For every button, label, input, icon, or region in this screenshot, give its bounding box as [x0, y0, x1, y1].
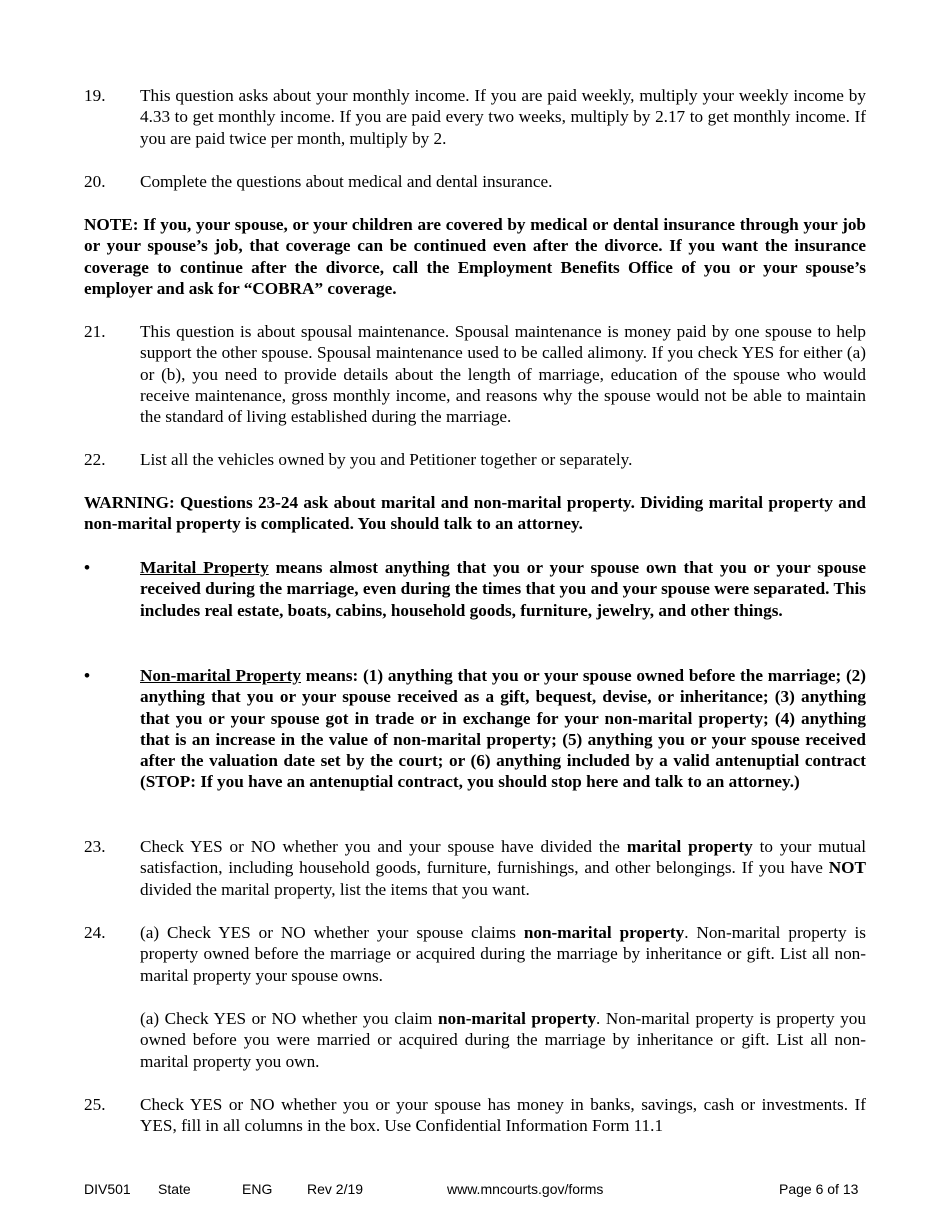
item-24-own-claim-text: (a) Check YES or NO whether you claim non-marital property. Non-marital property is property you owned before you were married or acquired during the marriage by inheritance or gift. List all non-marital property you own. [140, 1009, 866, 1071]
non-marital-property-emphasis: non-marital property [438, 1009, 597, 1028]
bullet-marker: • [84, 558, 91, 577]
footer-language: ENG [242, 1181, 273, 1197]
property-warning: WARNING: Questions 23-24 ask about marital and non-marital property. Dividing marital property and non-marital property is complicated. You should talk to an attorney. [84, 493, 866, 534]
item-19-number: 19. [84, 86, 106, 105]
marital-property-definition [140, 557, 866, 621]
not-emphasis: NOT [828, 858, 866, 878]
footer-form-id: DIV501 [84, 1181, 131, 1197]
marital-property-emphasis: marital property [626, 837, 753, 856]
item-25-text: Check YES or NO whether you or your spouse has money in banks, savings, cash or investments. If YES, fill in all columns in the box. Use Confidential Information Form 11.1 [140, 1095, 866, 1136]
item-20-number: 20. [84, 172, 106, 191]
item-22-number: 22. [84, 450, 106, 469]
item-22-text: List all the vehicles owned by you and Petitioner together or separately. [140, 450, 633, 469]
non-marital-property-text: means: (1) anything that you or your spouse owned before the marriage; (2) anything that you or your spouse received as a gift, bequest, devise, or inheritance; (3) anything that you or your spouse got in trade or in exchange for your non-marital property; (4) anything that is an increase in the value of non-marital property; (5) anything you or your spouse received after the valuation date set by the court; or (6) anything included by a valid antenuptial contract (STOP: If you have an antenuptial contract, you should stop here and talk to an attorney.) [140, 666, 866, 792]
footer-jurisdiction: State [158, 1181, 191, 1197]
footer-page-number: Page 6 of 13 [779, 1181, 859, 1197]
marital-property-text: means almost anything that you or your spouse own that you or your spouse received during the marriage, even during the times that you and your spouse were separated. This includes real estate, boats, cabins, household goods, furniture, jewelry, and other things. [140, 558, 866, 620]
non-marital-property-emphasis: non-marital property [523, 923, 685, 942]
item-24-number: 24. [84, 923, 106, 942]
page-footer [0, 1180, 950, 1200]
item-21-text: This question is about spousal maintenance. Spousal maintenance is money paid by one spouse to help support the other spouse. Spousal maintenance used to be called alimony. If you check YES for either (a) or (b), you need to provide details about the length of marriage, education of the spouse who would receive maintenance, gross monthly income, and reasons why the spouse would not be able to maintain the standard of living established during the marriage. [140, 322, 866, 427]
item-23-number: 23. [84, 837, 106, 856]
non-marital-property-term: Non-marital Property [140, 666, 301, 685]
item-24-text: (a) Check YES or NO whether your spouse claims non-marital property. Non-marital property is property owned before the marriage or acquired during the marriage by inheritance or gift. List all non-marital property your spouse owns. [140, 923, 866, 985]
footer-url[interactable]: www.mncourts.gov/forms [447, 1181, 604, 1197]
item-19-text: This question asks about your monthly income. If you are paid weekly, multiply your weekly income by 4.33 to get monthly income. If you are paid every two weeks, multiply by 2.17 to get monthly income. If you are paid twice per month, multiply by 2. [140, 86, 866, 148]
item-20-text: Complete the questions about medical and dental insurance. [140, 172, 553, 191]
item-23-text: Check YES or NO whether you and your spouse have divided the marital property to your mutual satisfaction, including household goods, furniture, furnishings, and other belongings. If you have NOT divided the marital property, list the items that you want. [140, 837, 866, 899]
cobra-note: NOTE: If you, your spouse, or your children are covered by medical or dental insurance through your job or your spouse’s job, that coverage can be continued even after the divorce. If you want the insurance coverage to continue after the divorce, call the Employment Benefits Office of you or your spouse’s employer and ask for “COBRA” coverage. [84, 215, 866, 298]
footer-revision: Rev 2/19 [307, 1181, 364, 1197]
marital-property-term: Marital Property [140, 558, 269, 577]
bullet-marker: • [84, 666, 91, 685]
non-marital-property-definition [140, 665, 866, 793]
item-21-number: 21. [84, 322, 106, 341]
item-25-number: 25. [84, 1095, 106, 1114]
